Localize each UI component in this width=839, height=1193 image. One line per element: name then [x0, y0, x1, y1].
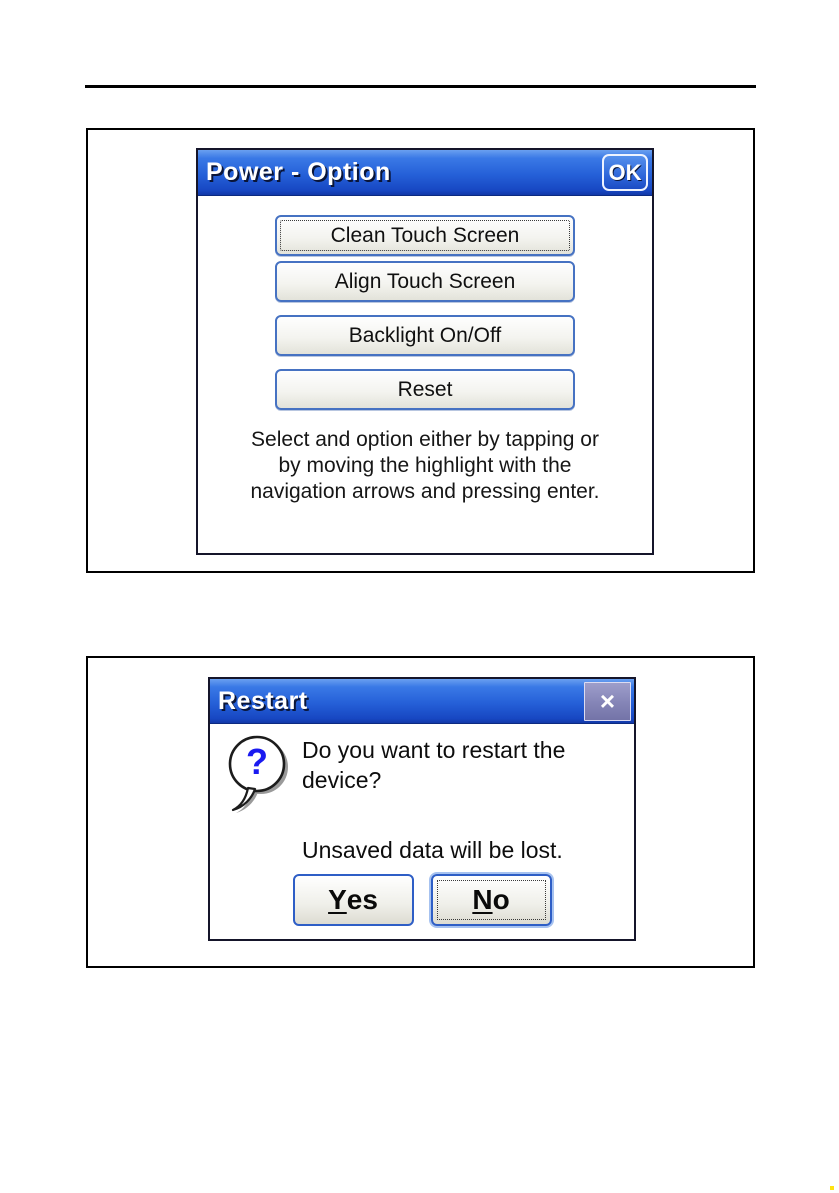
clean-touch-screen-button[interactable] [275, 215, 575, 256]
no-label-accelerator: N [472, 884, 493, 915]
align-touch-screen-button[interactable] [275, 261, 575, 302]
backlight-on-off-label: Backlight On/Off [348, 323, 502, 347]
power-option-titlebar [198, 150, 652, 196]
no-button[interactable] [431, 874, 552, 926]
instruction-line: by moving the highlight with the [278, 454, 572, 477]
reset-label: Reset [397, 377, 453, 401]
restart-titlebar [210, 679, 634, 724]
clean-touch-screen-label: Clean Touch Screen [330, 223, 520, 247]
question-mark-glyph: ? [246, 741, 268, 782]
align-touch-screen-label: Align Touch Screen [334, 269, 516, 293]
yes-label-rest: es [346, 884, 378, 915]
instruction-line: Select and option either by tapping or [251, 428, 599, 451]
restart-title: Restart [218, 686, 308, 715]
no-label-rest: o [492, 884, 510, 915]
header-rule [85, 85, 756, 88]
corner-artifact-dot [830, 1186, 834, 1190]
power-option-title: Power - Option [206, 158, 391, 186]
figure-power-option [86, 128, 755, 573]
instruction-text [198, 427, 652, 505]
question-balloon-icon [225, 734, 293, 816]
ok-button[interactable]: OK [602, 154, 648, 191]
close-icon[interactable]: × [584, 682, 631, 721]
power-option-dialog [196, 148, 654, 555]
restart-question-text: Do you want to restart the device? [302, 737, 566, 793]
backlight-on-off-button[interactable] [275, 315, 575, 356]
restart-dialog [208, 677, 636, 941]
power-option-body [198, 196, 652, 505]
instruction-line: navigation arrows and pressing enter. [250, 480, 600, 503]
figure-restart [86, 656, 755, 968]
reset-button[interactable] [275, 369, 575, 410]
restart-body [210, 724, 634, 941]
restart-button-row [210, 874, 634, 926]
yes-label-accelerator: Y [328, 884, 347, 915]
restart-warning-text: Unsaved data will be lost. [302, 837, 563, 863]
yes-button[interactable] [293, 874, 414, 926]
